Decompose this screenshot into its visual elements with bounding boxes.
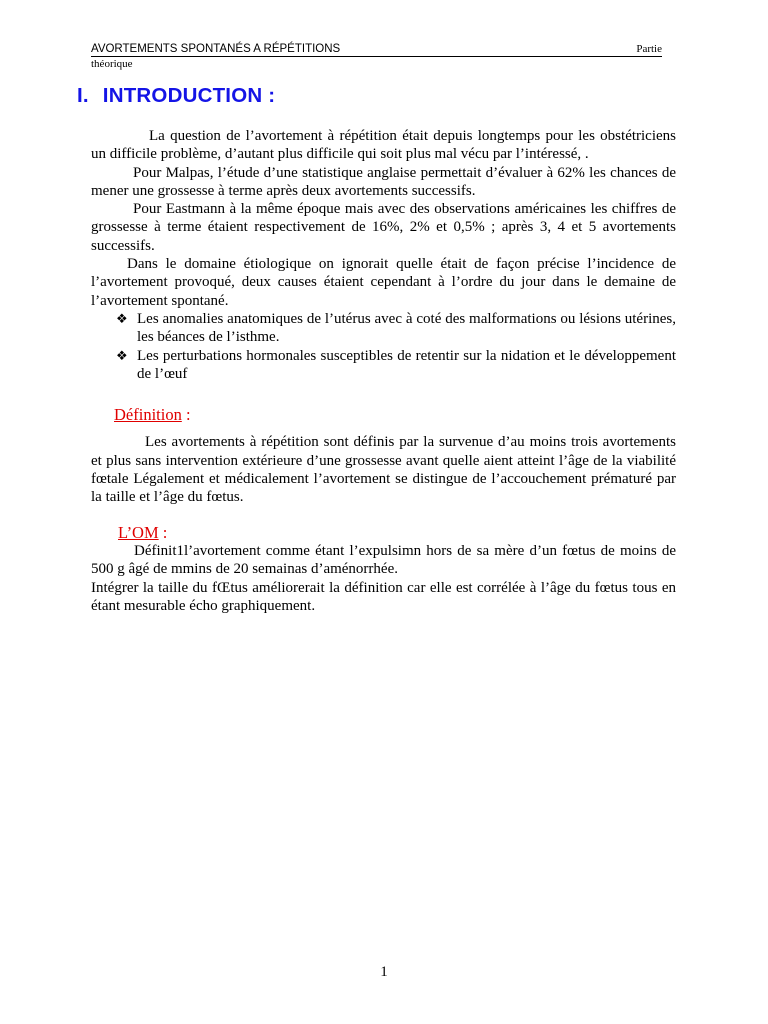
list-item [116, 310, 676, 347]
section-number: I. [77, 84, 89, 107]
definition-heading [114, 406, 676, 424]
om-paragraph-2: Intégrer la taille du fŒtus améliorerait la définition car elle est corrélée à l’âge du fœtus tous en étant mesurable écho graphiquement. [91, 579, 676, 614]
list-item [116, 347, 676, 384]
page-number: 1 [380, 964, 388, 980]
header-right-label: Partie [636, 43, 662, 55]
om-label: L’OM [118, 522, 159, 542]
om-colon: : [158, 522, 168, 542]
intro-paragraph-3: Pour Eastmann à la même époque mais avec des observations américaines les chiffres de grossesse à terme étaient respectivement de 16%, 2% et 0,5% ; après 3, 4 et 5 avortements successifs. [91, 201, 676, 254]
intro-paragraph-4: Dans le domaine étiologique on ignorait quelle était de façon précise l’incidence de l’avortement provoqué, deux causes étaient cependant à l’ordre du jour dans le demaine de l’avortement spontané. [91, 256, 676, 309]
definition-paragraph: Les avortements à répétition sont définis par la survenue d’au moins trois avortements et plus sans intervention extérieure d’une grossesse avant quelle aient atteint l’âge de la viabilité fœtale Légalement et médicalement l’avortement se distingue de l’accouchement prématuré par la taille et l’âge du fœtus. [91, 434, 676, 506]
header-title: AVORTEMENTS SPONTANÉS A RÉPÉTITIONS [91, 43, 341, 55]
document-body [91, 127, 676, 615]
section-heading [77, 84, 275, 108]
list-item-text: Les anomalies anatomiques de l’utérus avec à coté des malformations ou lésions utérines, les béances de l’isthme. [137, 310, 676, 346]
page-header [91, 42, 662, 71]
section-title: INTRODUCTION : [102, 84, 276, 107]
definition-label: Définition [114, 405, 182, 425]
diamond-bullet-icon: ❖ [116, 310, 128, 326]
header-line [91, 42, 662, 57]
list-item-text: Les perturbations hormonales susceptibles de retentir sur la nidation et le développement de l’œuf [137, 347, 676, 382]
om-paragraph-1: Définit1l’avortement comme étant l’expulsimn hors de sa mère d’un fœtus de moins de 500 g âgé de mmins de 20 semainas d’aménorrhée. [91, 542, 676, 578]
definition-colon: : [181, 405, 191, 425]
header-second-line: théorique [91, 58, 133, 70]
intro-paragraph-2: Pour Malpas, l’étude d’une statistique anglaise permettait d’évaluer à 62% les chances de mener une grossesse à terme après deux avortements successifs. [91, 164, 676, 199]
intro-paragraph-1: La question de l’avortement à répétition était depuis longtemps pour les obstétriciens un difficile problème, d’autant plus difficile qui soit plus mal vécu par l’intéressé, . [91, 128, 676, 163]
diamond-bullet-icon: ❖ [116, 347, 128, 363]
om-heading [118, 524, 676, 542]
cause-list [91, 310, 676, 383]
